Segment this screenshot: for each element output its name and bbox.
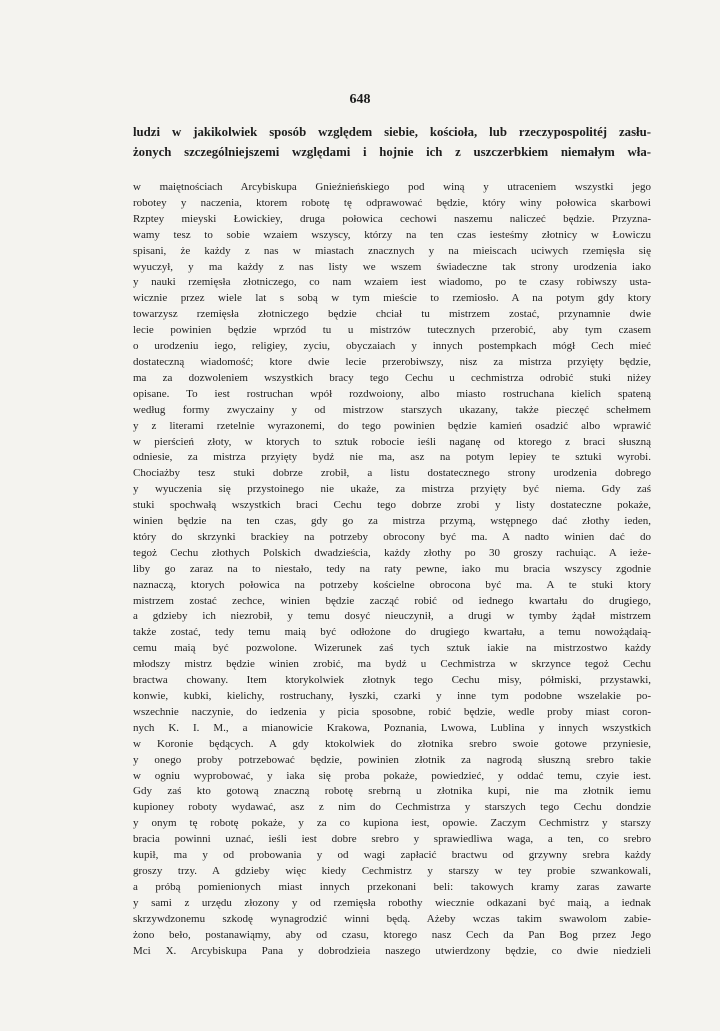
text-line: skrzywdzonemu szkodę wynagrodzić winni będą. Ażeby wczas takim swawolom zabie-	[133, 912, 651, 925]
text-line: wamy tesz to sobie wzaiem wszyscy, którzy na ten czas iesteśmy złotnicy w Łowiczu	[133, 228, 651, 241]
text-line: żono beło, postanawiąmy, aby od czasu, ktorego nasz Cech da Pan Bog przez Jego	[133, 928, 651, 941]
text-line: konwie, kubki, kielichy, rostruchany, łyszki, czarki y inne tym podobne wszelakie po-	[133, 690, 651, 702]
text-line: o urodzeniu iego, religiey, zyciu, obyczaiach y innych postempkach mógł Cech mieć	[133, 340, 651, 353]
text-line: opisane. To iest rostruchan wpół rozdwoiony, albo miasto rostruchana kielich spateną	[133, 387, 651, 400]
text-line: stuki spochwałą wszystkich braci Cechu tego dobrze zrobi y listy dostateczne pokaże,	[133, 499, 651, 512]
text-line: Chociażby tesz stuki dobrze zrobił, a listu dostatecznego strony urodzenia dobrego	[133, 467, 651, 480]
text-line: groszy trzy. A gdzieby więc kiedy Cechmistrz y starszy w tey probie szwankowali,	[133, 864, 651, 877]
text-line: bracia powinni uznać, ieśli iest dobre srebro y sprawiedliwa waga, a ten, co srebro	[133, 833, 651, 846]
heading-line: ludzi w jakikolwiek sposób względem siebie, kościoła, lub rzeczypospolitéj zasłu-	[133, 125, 651, 139]
text-line: cemu maią być pozwolone. Wizerunek zaś tych sztuk iakie na mistrzostwo każdy	[133, 642, 651, 655]
text-line: w maiętnościach Arcybiskupa Gnieźnieńskiego pod winą y utraceniem wszystki jego	[133, 181, 651, 193]
text-line: tegoż Cechu złothych Polskich dwadzieścia, każdy złothy po 30 groszy rachuiąc. A ieże-	[133, 546, 651, 559]
text-line: y z literami rzetelnie wyrazonemi, do tego powinien będzie kamień osadzić albo wprawić	[133, 419, 651, 432]
body-text	[133, 180, 651, 959]
text-line: dostateczną wiadomość; ktore dwie lecie przerobiwszy, nisz za mistrza przyięty będzie,	[133, 355, 651, 368]
text-line: y wyuczenia się przystoinego nie ukaże, za mistrza przyięty być niema. Gdy zaś	[133, 483, 651, 496]
heading-block	[133, 122, 651, 162]
text-line: y onym tę robotę pokaże, y za co kupiona iest, opowie. Zaczym Cechmistrz y starszy	[133, 817, 651, 830]
text-line: y onego proby potrzebować będzie, powinien złotnik za nagrodą słuszną srebro takie	[133, 753, 651, 766]
text-line: młodszy mistrz będzie winien zrobić, ma bydź u Cechmistrza w skrzynce tegoż Cechu	[133, 658, 651, 671]
text-line: odniesie, za mistrza przyięty bydź nie ma, asz na potym lepiey te sztuki wyrobi.	[133, 451, 651, 464]
text-line: w Koronie będących. A gdy ktokolwiek do złotnika srebro swoie gotowe przyniesie,	[133, 737, 651, 750]
text-line: wyuczył, y ma każdy z nas listy we wszem świadeczne tak strony urodzenia iako	[133, 260, 651, 273]
text-line: Mci X. Arcybiskupa Pana y dobrodzieia naszego utwierdzony będzie, co dwie niedzieli	[133, 944, 651, 957]
heading-line: żonych szczególniejszemi względami i hojnie ich z uszczerbkiem niemałym wła-	[133, 145, 651, 159]
text-line: a próbą pomienionych miast innych przekonani beli: takowych kramy zaras zawarte	[133, 880, 651, 893]
text-line: ma za dozwoleniem wszystkich bracy tego Cechu u cechmistrza odrobić stuki niżey	[133, 371, 651, 384]
text-line: który do skrzynki brackiey na potrzeby obrocony być ma. A nadto winien dać do	[133, 530, 651, 543]
text-line: nych K. I. M., a mianowicie Krakowa, Poznania, Lwowa, Lublina y innych wszystkich	[133, 721, 651, 734]
text-line: kupił, ma y od probowania y od wagi zapłacić bractwu od grzywny srebra każdy	[133, 849, 651, 862]
text-line: także zostać, tedy temu maią być odłożone do drugiego kwartału, a temu nowożądaią-	[133, 626, 651, 639]
text-line: spisani, że każdy z nas w miastach znacznych y na mieiscach uciwych rzemięsła się	[133, 244, 651, 257]
text-line: mistrzem zostać zechce, winien będzie zacząć robić od iednego kwartału do drugiego,	[133, 594, 651, 607]
text-line: winien będzie na ten czas, gdy go za mistrza przymą, wstępnego dać złothy ieden,	[133, 515, 651, 528]
text-line: towarzysz rzemięsła złotniczego będzie chciał tu mistrzem zostać, przynamnie dwie	[133, 308, 651, 321]
text-line: lecie powinien będzie wprzód tu u mistrzów tutecznych przerobić, aby tym czasem	[133, 324, 651, 337]
text-line: kupioney roboty wydawać, asz z nim do Cechmistrza y starszych tego Cechu dondzie	[133, 801, 651, 814]
text-line: y sami z urzędu złozony y od rzemięsła robothy wiecznie odkazani być maią, a iednak	[133, 896, 651, 909]
text-line: a gdzieby ich niezrobił, y temu dosyć nieuczynił, a drugi w tymby żądał mistrzem	[133, 610, 651, 623]
text-line: w ogniu wyprobować, y iaka się proba pokaże, powiedzieć, y oddać temu, czyie iest.	[133, 769, 651, 782]
page-number: 648	[349, 92, 371, 107]
text-line: Gdy zaś kto gotową znaczną robotę srebrną u złotnika kupi, nie ma złotnik iemu	[133, 785, 651, 798]
text-line: bractwa chowany. Item ktorykolwiek złotnyk tego Cechu misy, półmiski, przystawki,	[133, 674, 651, 687]
text-line: robotey y naczenia, ktorem robotę tę odprawować będzie, który winy połowica skarbowi	[133, 196, 651, 209]
text-line: liby go zaraz na to niestało, tedy na raty pewne, iako mu bracia wszyscy zgodnie	[133, 562, 651, 575]
text-line: w pierścień złoty, w ktorych to sztuk robocie ieśli naganę od ktorego z braci słuszną	[133, 435, 651, 448]
text-line: Rzptey mieyski Łowickiey, druga połowica cechowi naszemu naliczeć będzie. Przyzna-	[133, 212, 651, 225]
text-line: y nauki rzemięsła złotniczego, co nam wzaiem iest wiadomo, po te czasy robiwszy usta-	[133, 276, 651, 289]
text-line: naznaczą, ktorych połowica na potrzeby kościelne obrocona być ma. A te stuki ktory	[133, 578, 651, 591]
text-line: wicznie przez wiele lat s sobą w tym mieście to rzemiosło. A na potym gdy ktory	[133, 292, 651, 305]
text-line: wszechnie naczynie, do iedzenia y picia sposobne, robić będzie, wedle proby miast coron-	[133, 705, 651, 718]
text-line: według formy zwyczainy y od mistrzow starszych ukazany, także pieczęć schełmem	[133, 403, 651, 416]
